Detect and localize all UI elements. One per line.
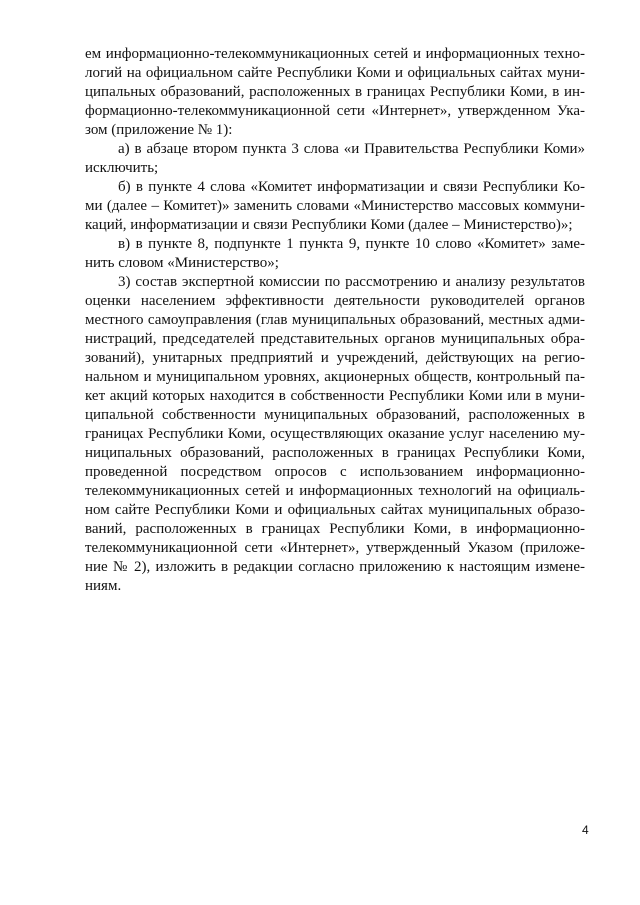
text-line: ном сайте Республики Коми и официальных сайтах муниципальных образо- bbox=[85, 502, 585, 518]
text-line: в) в пункте 8, подпункте 1 пункта 9, пункте 10 слово «Комитет» заме- bbox=[118, 236, 585, 252]
text-line: ми (далее – Комитет)» заменить словами «Министерство массовых коммуни- bbox=[85, 198, 585, 214]
text-line: нить словом «Министерство»; bbox=[85, 255, 279, 271]
text-line: зований), унитарных предприятий и учреждений, действующих на регио- bbox=[85, 350, 585, 366]
text-line: проведенной посредством опросов с использованием информационно- bbox=[85, 464, 585, 480]
text-line: границах Республики Коми, осуществляющих оказание услуг населению му- bbox=[85, 426, 585, 442]
text-line: ваний, расположенных в границах Республики Коми, в информационно- bbox=[85, 521, 585, 537]
text-line: местного самоуправления (глав муниципальных образований, местных адми- bbox=[85, 312, 585, 328]
document-body-text bbox=[85, 45, 585, 596]
text-line: оценки населением эффективности деятельности руководителей органов bbox=[85, 293, 585, 309]
text-line: 3) состав экспертной комиссии по рассмотрению и анализу результатов bbox=[118, 274, 585, 290]
text-line: ципальных образований, расположенных в границах Республики Коми, в ин- bbox=[85, 84, 585, 100]
text-line: каций, информатизации и связи Республики Коми (далее – Министерство)»; bbox=[85, 217, 573, 233]
text-line: телекоммуникационной сети «Интернет», утвержденный Указом (приложе- bbox=[85, 540, 585, 556]
text-line: исключить; bbox=[85, 160, 159, 176]
text-line: ем информационно-телекоммуникационных сетей и информационных техно- bbox=[85, 46, 585, 62]
text-line: телекоммуникационных сетей и информационных технологий на официаль- bbox=[85, 483, 585, 499]
text-line: б) в пункте 4 слова «Комитет информатизации и связи Республики Ко- bbox=[118, 179, 585, 195]
text-line: а) в абзаце втором пункта 3 слова «и Правительства Республики Коми» bbox=[118, 141, 585, 157]
text-line: нальном и муниципальном уровнях, акционерных обществ, контрольный па- bbox=[85, 369, 585, 385]
text-line: ципальной собственности муниципальных образований, расположенных в bbox=[85, 407, 585, 423]
text-line: кет акций которых находится в собственности Республики Коми или в муни- bbox=[85, 388, 585, 404]
text-line: ниципальных образований, расположенных в границах Республики Коми, bbox=[85, 445, 585, 461]
text-line: зом (приложение № 1): bbox=[85, 122, 233, 138]
text-line: ние № 2), изложить в редакции согласно приложению к настоящим измене- bbox=[85, 559, 585, 575]
page-number: 4 bbox=[582, 823, 589, 837]
text-line: формационно-телекоммуникационной сети «Интернет», утвержденном Ука- bbox=[85, 103, 585, 119]
text-line: нистраций, председателей представительных органов муниципальных обра- bbox=[85, 331, 585, 347]
text-line: ниям. bbox=[85, 578, 122, 594]
text-line: логий на официальном сайте Республики Коми и официальных сайтах муни- bbox=[85, 65, 585, 81]
